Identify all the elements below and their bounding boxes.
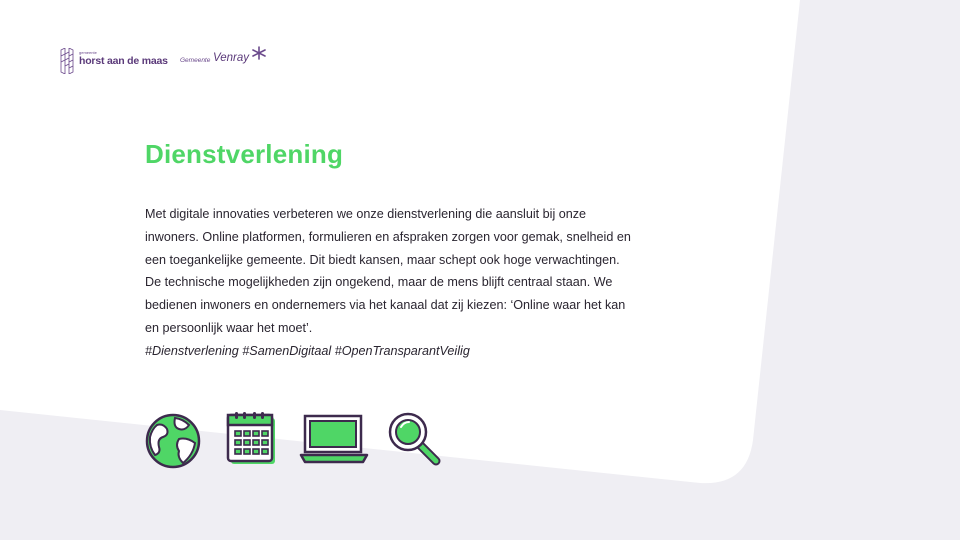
globe-icon xyxy=(143,411,203,471)
body-line: Met digitale innovaties verbeteren we onze dienstverlening die aansluit bij onze xyxy=(145,207,587,221)
magnifier-icon xyxy=(387,410,443,468)
horst-logo-small-text: gemeente xyxy=(79,50,97,55)
venray-star-icon xyxy=(250,46,268,62)
body-line: bedienen inwoners en ondernemers via het kanaal dat zij kiezen: ‘Online waar het kan xyxy=(145,298,626,313)
venray-logo-name: Venray xyxy=(213,52,250,64)
venray-logo-small-text: Gemeente xyxy=(180,57,211,64)
body-line: inwoners. Online platformen, formulieren en afspraken zorgen voor gemak, snelheid en xyxy=(145,229,631,244)
slide-title: Dienstverlening xyxy=(145,139,344,169)
laptop-icon xyxy=(298,413,370,465)
body-line: een toegankelijke gemeente. Dit biedt kansen, maar schept ook hoge verwachtingen. xyxy=(145,252,620,267)
venray-logo xyxy=(180,46,290,74)
calendar-icon xyxy=(226,411,278,467)
slide-body xyxy=(145,203,685,363)
hashtags: #Dienstverlening #SamenDigitaal #OpenTransparantVeilig xyxy=(145,343,470,358)
body-line: De technische mogelijkheden zijn ongekend, maar de mens blijft centraal staan. We xyxy=(145,275,613,290)
horst-aan-de-maas-logo xyxy=(60,48,170,74)
horst-logo-name: horst aan de maas xyxy=(79,55,168,67)
body-line: en persoonlijk waar het moet’. xyxy=(145,320,313,335)
horst-logo-mark-icon xyxy=(60,48,76,74)
